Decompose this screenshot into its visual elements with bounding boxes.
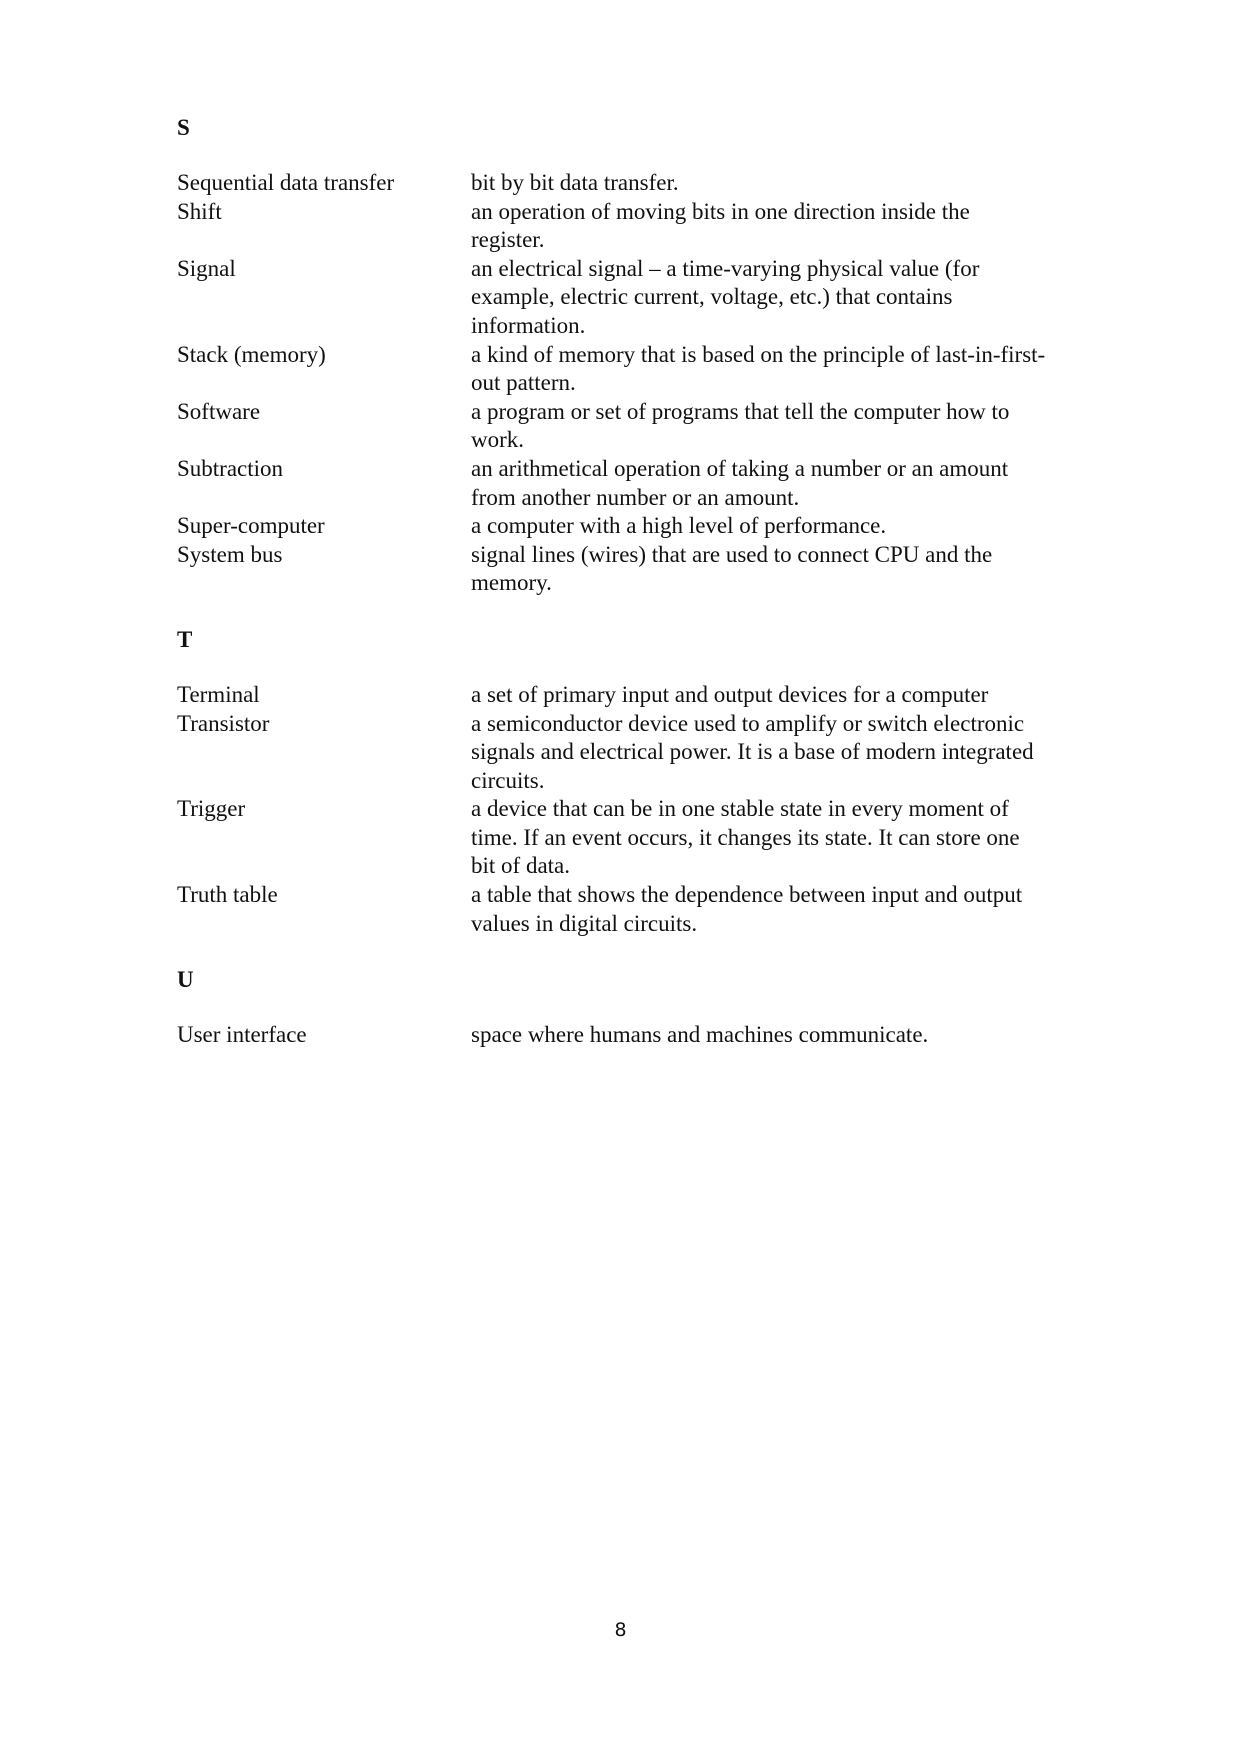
glossary-entry	[177, 455, 1097, 512]
definition-line: a device that can be in one stable state in every moment of	[471, 796, 1009, 822]
glossary-definition	[471, 169, 1091, 198]
glossary-term: Sequential data transfer	[177, 170, 395, 195]
glossary-term: User interface	[177, 1022, 307, 1048]
definition-line: values in digital circuits.	[471, 910, 698, 936]
definition-line: memory.	[471, 570, 552, 596]
section-s	[177, 114, 1097, 598]
definition-line: a set of primary input and output devices for a computer	[471, 681, 989, 707]
glossary-term: Truth table	[177, 882, 278, 908]
glossary-entry	[177, 1021, 1097, 1050]
glossary-term: Software	[177, 398, 261, 424]
glossary-term: Shift	[177, 198, 222, 224]
definition-line: work.	[471, 427, 525, 453]
definition-line: signals and electrical power. It is a base of modern integrated	[471, 739, 1034, 765]
definition-line: an operation of moving bits in one direction inside the	[471, 198, 970, 224]
definition-line: register.	[471, 227, 545, 253]
definition-line: signal lines (wires) that are used to connect CPU and the	[471, 541, 993, 567]
glossary-definition	[471, 710, 1091, 796]
definition-line: an arithmetical operation of taking a number or an amount	[471, 455, 1009, 481]
definition-line: space where humans and machines communicate.	[471, 1022, 929, 1048]
definition-line: bit of data.	[471, 853, 570, 879]
glossary-definition	[471, 341, 1091, 398]
definition-line: an electrical signal – a time-varying physical value (for	[471, 255, 980, 281]
section-t	[177, 626, 1097, 938]
glossary-entry	[177, 795, 1097, 881]
glossary-term: Super-computer	[177, 513, 325, 539]
glossary-page	[177, 114, 1097, 1078]
glossary-definition	[471, 512, 1091, 541]
definition-line: a table that shows the dependence between input and output	[471, 882, 1023, 908]
definition-line: circuits.	[471, 767, 545, 793]
glossary-definition	[471, 795, 1091, 881]
definition-line: out pattern.	[471, 370, 576, 396]
definition-line: from another number or an amount.	[471, 484, 800, 510]
definition-line: time. If an event occurs, it changes its state. It can store one	[471, 824, 1020, 850]
glossary-entry	[177, 198, 1097, 255]
glossary-definition	[471, 255, 1091, 341]
glossary-term: Signal	[177, 255, 236, 281]
glossary-definition	[471, 1021, 1091, 1050]
glossary-entry	[177, 541, 1097, 598]
glossary-definition	[471, 881, 1091, 938]
glossary-definition	[471, 198, 1091, 255]
definition-line: information.	[471, 312, 586, 338]
glossary-definition	[471, 398, 1091, 455]
glossary-definition	[471, 541, 1091, 598]
definition-line: a computer with a high level of performance.	[471, 513, 887, 539]
section-letter: U	[177, 967, 194, 993]
glossary-entry	[177, 169, 1097, 198]
glossary-entry	[177, 512, 1097, 541]
definition-line: a semiconductor device used to amplify or switch electronic	[471, 710, 1025, 736]
glossary-entry	[177, 710, 1097, 796]
glossary-entry	[177, 255, 1097, 341]
glossary-definition	[471, 455, 1091, 512]
glossary-term: Trigger	[177, 796, 246, 822]
glossary-definition	[471, 681, 1091, 710]
glossary-entry	[177, 341, 1097, 398]
glossary-term: Subtraction	[177, 455, 284, 481]
section-letter: S	[177, 115, 190, 140]
glossary-term: Transistor	[177, 710, 270, 736]
glossary-term: System bus	[177, 541, 283, 567]
section-letter: T	[177, 626, 193, 652]
glossary-entry	[177, 681, 1097, 710]
page-number: 8	[614, 1619, 627, 1641]
glossary-entry	[177, 398, 1097, 455]
definition-line: a kind of memory that is based on the principle of last-in-first-	[471, 341, 1046, 367]
section-u	[177, 966, 1097, 1050]
glossary-term: Terminal	[177, 681, 260, 707]
definition-line: example, electric current, voltage, etc.) that contains	[471, 284, 953, 310]
glossary-entry	[177, 881, 1097, 938]
definition-line: a program or set of programs that tell the computer how to	[471, 398, 1010, 424]
glossary-term: Stack (memory)	[177, 341, 326, 367]
definition-line: bit by bit data transfer.	[471, 170, 679, 195]
